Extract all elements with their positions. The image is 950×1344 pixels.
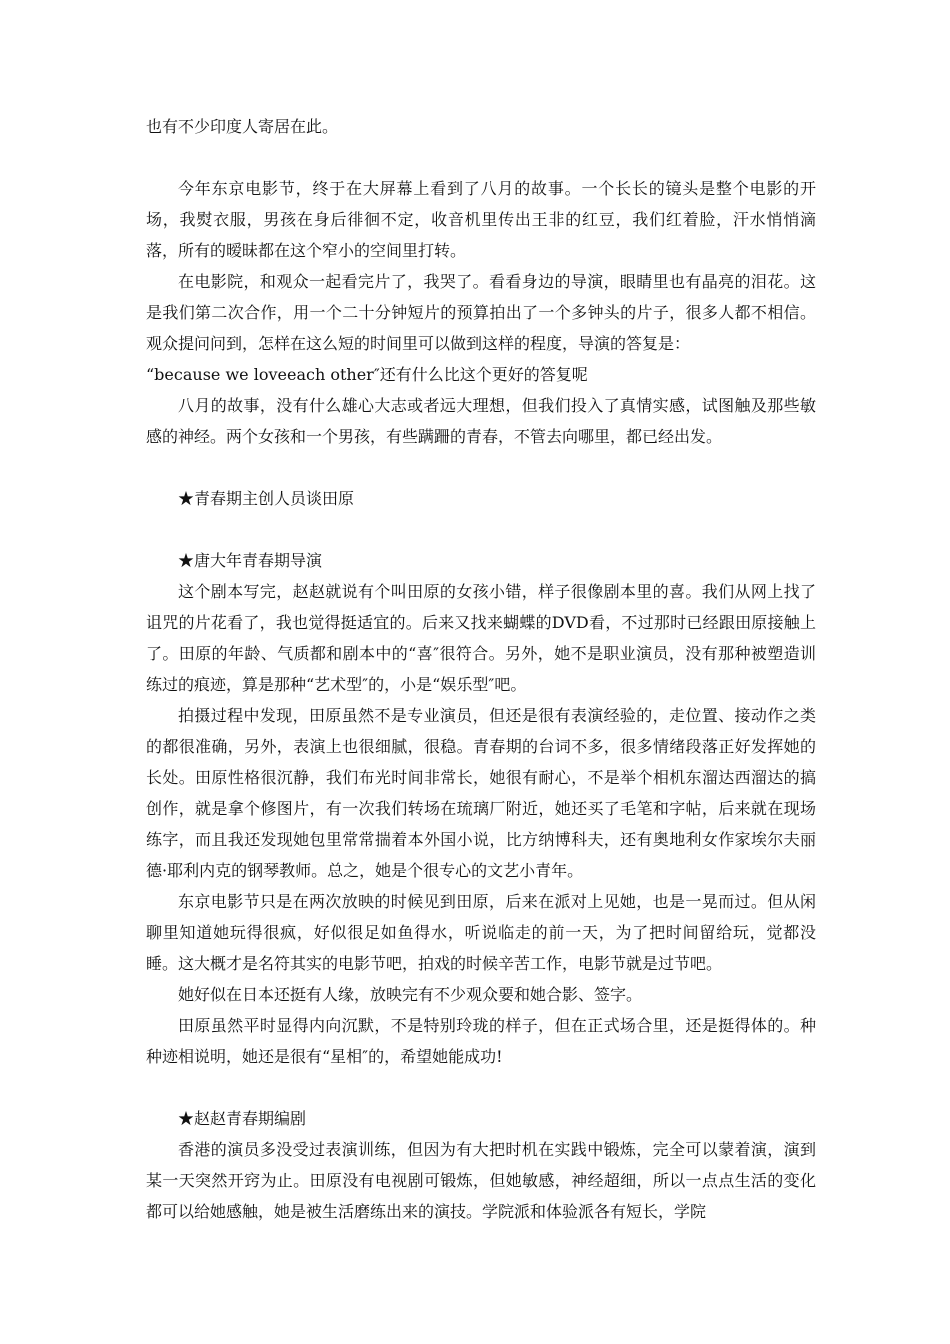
section-heading: ★唐大年青春期导演: [178, 551, 323, 570]
paragraph-spacer: [146, 142, 816, 173]
paragraph: 拍摄过程中发现，田原虽然不是专业演员，但还是很有表演经验的，走位置、接动作之类的都很准确，另外，表演上也很细腻，很稳。青春期的台词不多，很多情绪段落正好发挥她的长处。田原性格很沉静，我们布光时间非常长，她很有耐心，不是举个相机东溜达西溜达的搞创作，就是拿个修图片，有一次我们转场在琉璃厂附近，她还买了毛笔和字帖，后来就在现场练字，而且我还发现她包里常常揣着本外国小说，比方纳博科夫，还有奥地利女作家埃尔夫丽德·耶利内克的钢琴教师。总之，她是个很专心的文艺小青年。: [146, 706, 816, 880]
paragraph: 香港的演员多没受过表演训练，但因为有大把时机在实践中锻炼，完全可以蒙着演，演到某一天突然开窍为止。田原没有电视剧可锻炼，但她敏感，神经超细，所以一点点生活的变化都可以给她感触，她是被生活磨练出来的演技。学院派和体验派各有短长，学院: [146, 1140, 816, 1221]
paragraph: 东京电影节只是在两次放映的时候见到田原，后来在派对上见她，也是一晃而过。但从闲聊里知道她玩得很疯，好似很足如鱼得水，听说临走的前一天，为了把时间留给玩，觉都没睡。这大概才是名符其实的电影节吧，拍戏的时候辛苦工作，电影节就是过节吧。: [146, 892, 816, 973]
paragraph: 八月的故事，没有什么雄心大志或者远大理想，但我们投入了真情实感，试图触及那些敏感的神经。两个女孩和一个男孩，有些蹒跚的青春，不管去向哪里，都已经出发。: [146, 396, 816, 446]
section-heading: ★赵赵青春期编剧: [178, 1109, 307, 1128]
paragraph: 在电影院，和观众一起看完片了，我哭了。看看身边的导演，眼睛里也有晶亮的泪花。这是我们第二次合作，用一个二十分钟短片的预算拍出了一个多钟头的片子，很多人都不相信。观众提问问到，怎样在这么短的时间里可以做到这样的程度，导演的答复是：: [146, 272, 816, 353]
paragraph-spacer: [146, 452, 816, 483]
paragraph: 她好似在日本还挺有人缘，放映完有不少观众要和她合影、签字。: [178, 985, 643, 1004]
paragraph-spacer: [146, 1072, 816, 1103]
article-body: [146, 111, 816, 1227]
paragraph-spacer: [146, 514, 816, 545]
paragraph: 田原虽然平时显得内向沉默，不是特别玲珑的样子，但在正式场合里，还是挺得体的。种种迹相说明，她还是很有“星相″的，希望她能成功!: [146, 1016, 816, 1066]
paragraph: 这个剧本写完，赵赵就说有个叫田原的女孩小错，样子很像剧本里的喜。我们从网上找了诅咒的片花看了，我也觉得挺适宜的。后来又找来蝴蝶的DVD看，不过那时已经跟田原接触上了。田原的年龄、气质都和剧本中的“喜″很符合。另外，她不是职业演员，没有那种被塑造训练过的痕迹，算是那种“艺术型″的，小是“娱乐型″吧。: [146, 582, 816, 694]
paragraph: 也有不少印度人寄居在此。: [146, 117, 339, 136]
paragraph: 今年东京电影节，终于在大屏幕上看到了八月的故事。一个长长的镜头是整个电影的开场，我熨衣服，男孩在身后徘徊不定，收音机里传出王非的红豆，我们红着脸，汗水悄悄滴落，所有的暧昧都在这个窄小的空间里打转。: [146, 179, 816, 260]
section-heading: ★青春期主创人员谈田原: [178, 489, 355, 508]
paragraph: “because we loveeach other″还有什么比这个更好的答复呢: [146, 365, 588, 384]
